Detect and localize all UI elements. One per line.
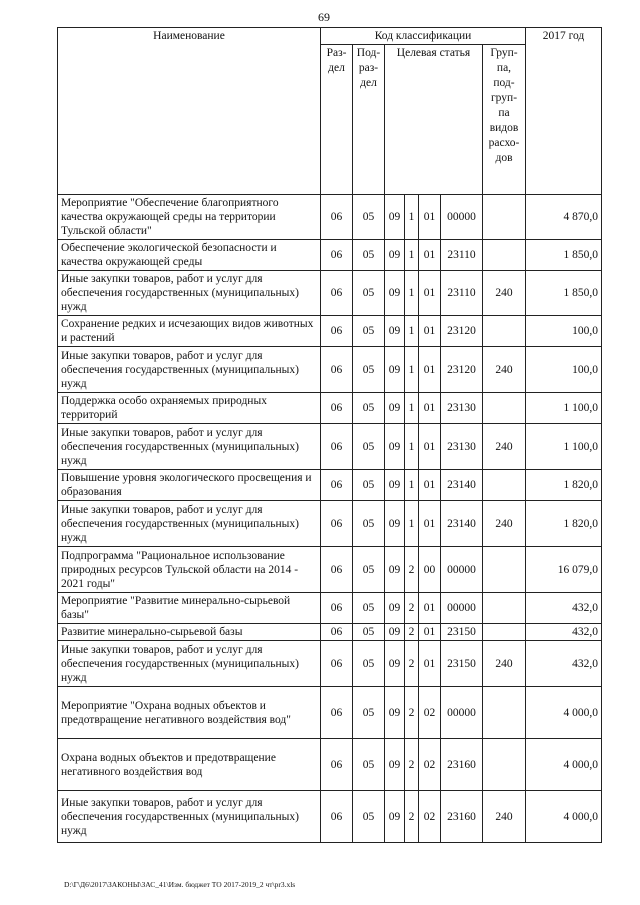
row-target-direction: 23160	[441, 739, 483, 791]
table-row	[58, 739, 602, 791]
row-target-program: 09	[385, 347, 405, 393]
row-expense-group	[483, 593, 526, 624]
row-target-program: 09	[385, 240, 405, 271]
row-target-event: 01	[419, 641, 441, 687]
table-row	[58, 791, 602, 843]
row-target-program: 09	[385, 547, 405, 593]
row-target-program: 09	[385, 501, 405, 547]
row-expense-group	[483, 195, 526, 240]
row-target-program: 09	[385, 393, 405, 424]
header-subsection-label: Под- раз- дел	[356, 47, 381, 89]
row-target-event: 01	[419, 347, 441, 393]
row-target-event: 01	[419, 393, 441, 424]
row-target-event: 01	[419, 316, 441, 347]
row-subsection: 05	[353, 593, 385, 624]
row-amount: 1 820,0	[526, 470, 602, 501]
row-target-event: 01	[419, 501, 441, 547]
header-subsection	[353, 45, 385, 195]
row-target-event: 01	[419, 470, 441, 501]
row-subsection: 05	[353, 393, 385, 424]
row-amount: 100,0	[526, 316, 602, 347]
row-expense-group	[483, 547, 526, 593]
row-amount: 432,0	[526, 624, 602, 641]
row-target-program: 09	[385, 195, 405, 240]
row-target-subprogram: 1	[405, 271, 419, 316]
row-amount: 1 100,0	[526, 424, 602, 470]
budget-table	[57, 27, 602, 843]
table-row	[58, 501, 602, 547]
row-target-event: 01	[419, 271, 441, 316]
row-target-program: 09	[385, 316, 405, 347]
row-name: Иные закупки товаров, работ и услуг для обеспечения государственных (муниципальных) нужд	[58, 641, 321, 687]
table-row	[58, 687, 602, 739]
row-amount: 432,0	[526, 593, 602, 624]
row-section: 06	[321, 687, 353, 739]
row-section: 06	[321, 624, 353, 641]
row-expense-group	[483, 393, 526, 424]
table-row	[58, 347, 602, 393]
row-target-event: 02	[419, 739, 441, 791]
row-target-direction: 23110	[441, 271, 483, 316]
row-target-subprogram: 2	[405, 624, 419, 641]
row-target-subprogram: 1	[405, 393, 419, 424]
page-number: 69	[318, 10, 330, 24]
row-amount: 1 100,0	[526, 393, 602, 424]
row-name: Мероприятие "Развитие минерально-сырьевой базы"	[58, 593, 321, 624]
table-row	[58, 195, 602, 240]
row-target-direction: 23150	[441, 641, 483, 687]
row-section: 06	[321, 316, 353, 347]
row-target-event: 01	[419, 624, 441, 641]
row-target-direction: 23110	[441, 240, 483, 271]
header-code-group: Код классификации	[321, 28, 526, 45]
header-name: Наименование	[58, 28, 321, 195]
row-target-direction: 23130	[441, 393, 483, 424]
row-target-direction: 23140	[441, 470, 483, 501]
row-target-direction: 23140	[441, 501, 483, 547]
row-name: Развитие минерально-сырьевой базы	[58, 624, 321, 641]
row-target-program: 09	[385, 687, 405, 739]
row-amount: 1 850,0	[526, 240, 602, 271]
row-expense-group	[483, 687, 526, 739]
row-subsection: 05	[353, 641, 385, 687]
row-target-event: 01	[419, 195, 441, 240]
row-target-subprogram: 2	[405, 791, 419, 843]
row-target-subprogram: 1	[405, 195, 419, 240]
row-subsection: 05	[353, 501, 385, 547]
header-section	[321, 45, 353, 195]
row-subsection: 05	[353, 687, 385, 739]
row-section: 06	[321, 393, 353, 424]
row-target-event: 01	[419, 240, 441, 271]
row-target-program: 09	[385, 791, 405, 843]
table-row	[58, 316, 602, 347]
row-name: Иные закупки товаров, работ и услуг для обеспечения государственных (муниципальных) нужд	[58, 424, 321, 470]
row-section: 06	[321, 424, 353, 470]
file-path: D:\Г\Д6\2017\ЗАКОНЫ\ЗАС_41\Изм. бюджет ТО 2017-2019_2 чт\рr3.xls	[64, 880, 296, 889]
row-target-event: 02	[419, 687, 441, 739]
row-name: Охрана водных объектов и предотвращение негативного воздействия вод	[58, 739, 321, 791]
row-name: Повышение уровня экологического просвещения и образования	[58, 470, 321, 501]
row-subsection: 05	[353, 271, 385, 316]
row-amount: 4 870,0	[526, 195, 602, 240]
table-row	[58, 240, 602, 271]
row-expense-group	[483, 316, 526, 347]
header-section-label: Раз- дел	[326, 47, 347, 74]
row-target-direction: 23160	[441, 791, 483, 843]
row-target-subprogram: 1	[405, 424, 419, 470]
row-target-event: 01	[419, 593, 441, 624]
header-expense-group	[483, 45, 526, 195]
table-body	[58, 195, 602, 843]
row-target-subprogram: 2	[405, 687, 419, 739]
row-expense-group: 240	[483, 501, 526, 547]
row-subsection: 05	[353, 470, 385, 501]
row-section: 06	[321, 739, 353, 791]
row-subsection: 05	[353, 424, 385, 470]
row-subsection: 05	[353, 739, 385, 791]
row-target-event: 02	[419, 791, 441, 843]
row-target-program: 09	[385, 641, 405, 687]
row-section: 06	[321, 195, 353, 240]
row-target-subprogram: 2	[405, 641, 419, 687]
header-year: 2017 год	[526, 28, 602, 195]
row-target-subprogram: 1	[405, 501, 419, 547]
row-expense-group: 240	[483, 791, 526, 843]
row-expense-group: 240	[483, 641, 526, 687]
table-row	[58, 547, 602, 593]
row-target-subprogram: 1	[405, 240, 419, 271]
row-name: Иные закупки товаров, работ и услуг для обеспечения государственных (муниципальных) нужд	[58, 791, 321, 843]
row-target-program: 09	[385, 470, 405, 501]
row-name: Иные закупки товаров, работ и услуг для обеспечения государственных (муниципальных) нужд	[58, 347, 321, 393]
row-section: 06	[321, 593, 353, 624]
row-expense-group	[483, 739, 526, 791]
row-target-direction: 23150	[441, 624, 483, 641]
row-expense-group	[483, 470, 526, 501]
row-name: Мероприятие "Обеспечение благоприятного качества окружающей среды на территории Тульской области"	[58, 195, 321, 240]
table-row	[58, 470, 602, 501]
row-section: 06	[321, 791, 353, 843]
row-section: 06	[321, 240, 353, 271]
row-target-subprogram: 1	[405, 470, 419, 501]
row-subsection: 05	[353, 547, 385, 593]
row-expense-group	[483, 624, 526, 641]
row-section: 06	[321, 501, 353, 547]
row-target-direction: 00000	[441, 547, 483, 593]
row-expense-group: 240	[483, 424, 526, 470]
row-section: 06	[321, 641, 353, 687]
row-amount: 432,0	[526, 641, 602, 687]
row-target-program: 09	[385, 593, 405, 624]
row-subsection: 05	[353, 791, 385, 843]
header-target: Целевая статья	[385, 45, 483, 195]
row-target-direction: 23130	[441, 424, 483, 470]
row-name: Мероприятие "Охрана водных объектов и предотвращение негативного воздействия вод"	[58, 687, 321, 739]
row-amount: 4 000,0	[526, 739, 602, 791]
row-expense-group	[483, 240, 526, 271]
row-subsection: 05	[353, 347, 385, 393]
row-amount: 100,0	[526, 347, 602, 393]
row-section: 06	[321, 271, 353, 316]
row-target-subprogram: 2	[405, 547, 419, 593]
row-target-subprogram: 1	[405, 316, 419, 347]
table-row	[58, 593, 602, 624]
row-target-event: 00	[419, 547, 441, 593]
row-name: Иные закупки товаров, работ и услуг для обеспечения государственных (муниципальных) нужд	[58, 501, 321, 547]
row-amount: 4 000,0	[526, 791, 602, 843]
row-name: Обеспечение экологической безопасности и качества окружающей среды	[58, 240, 321, 271]
row-target-program: 09	[385, 624, 405, 641]
row-target-direction: 23120	[441, 316, 483, 347]
row-subsection: 05	[353, 195, 385, 240]
row-target-program: 09	[385, 424, 405, 470]
row-target-event: 01	[419, 424, 441, 470]
row-target-subprogram: 1	[405, 347, 419, 393]
row-section: 06	[321, 547, 353, 593]
row-subsection: 05	[353, 240, 385, 271]
row-target-subprogram: 2	[405, 739, 419, 791]
row-subsection: 05	[353, 624, 385, 641]
row-amount: 16 079,0	[526, 547, 602, 593]
header-expense-group-label: Груп- па, под- груп- па видов расхо- дов	[488, 47, 520, 164]
row-name: Подпрограмма "Рациональное использование природных ресурсов Тульской области на 2014 - 2021 годы"	[58, 547, 321, 593]
table-row	[58, 641, 602, 687]
row-name: Иные закупки товаров, работ и услуг для обеспечения государственных (муниципальных) нужд	[58, 271, 321, 316]
row-name: Поддержка особо охраняемых природных территорий	[58, 393, 321, 424]
row-amount: 1 820,0	[526, 501, 602, 547]
row-expense-group: 240	[483, 271, 526, 316]
row-amount: 4 000,0	[526, 687, 602, 739]
row-target-direction: 00000	[441, 687, 483, 739]
row-target-program: 09	[385, 271, 405, 316]
row-target-program: 09	[385, 739, 405, 791]
row-target-direction: 00000	[441, 593, 483, 624]
row-section: 06	[321, 470, 353, 501]
table-row	[58, 624, 602, 641]
row-target-direction: 23120	[441, 347, 483, 393]
row-amount: 1 850,0	[526, 271, 602, 316]
row-section: 06	[321, 347, 353, 393]
row-target-subprogram: 2	[405, 593, 419, 624]
row-name: Сохранение редких и исчезающих видов животных и растений	[58, 316, 321, 347]
table-row	[58, 424, 602, 470]
row-subsection: 05	[353, 316, 385, 347]
table-row	[58, 393, 602, 424]
table-row	[58, 271, 602, 316]
row-expense-group: 240	[483, 347, 526, 393]
row-target-direction: 00000	[441, 195, 483, 240]
